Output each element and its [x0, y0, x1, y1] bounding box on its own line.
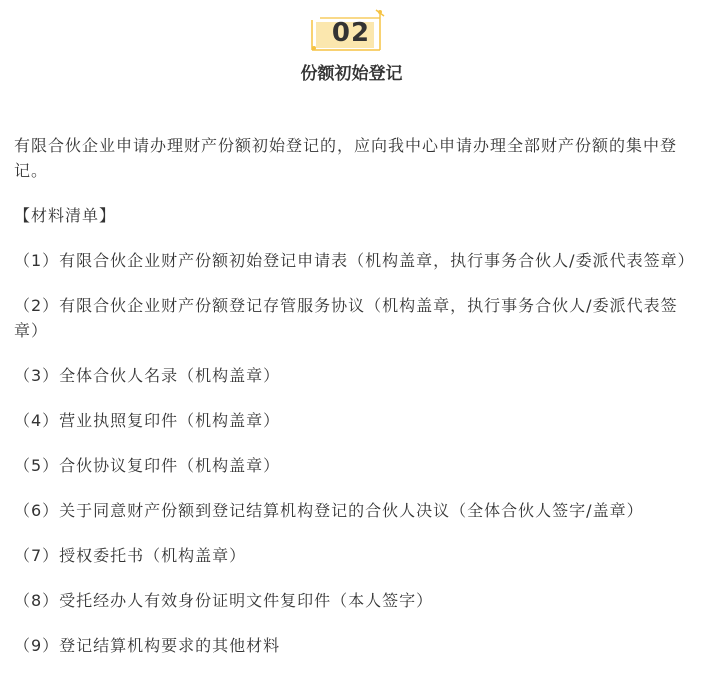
list-item: （3）全体合伙人名录（机构盖章）: [14, 366, 281, 385]
section-title: 份额初始登记: [300, 64, 403, 84]
list-item: （8）受托经办人有效身份证明文件复印件（本人签字）: [14, 591, 434, 610]
list-item: （6）关于同意财产份额到登记结算机构登记的合伙人决议（全体合伙人签字/盖章）: [14, 501, 644, 520]
list-item: （9）登记结算机构要求的其他材料: [14, 636, 281, 655]
section-number-badge: [306, 8, 390, 56]
materials-list-heading: 【材料清单】: [14, 206, 117, 225]
list-item: （5）合伙协议复印件（机构盖章）: [14, 456, 281, 475]
list-item: （2）有限合伙企业财产份额登记存管服务协议（机构盖章，执行事务合伙人/委派代表签章）: [14, 296, 678, 340]
section-number: 02: [331, 18, 371, 48]
list-item: （4）营业执照复印件（机构盖章）: [14, 411, 281, 430]
list-item: （1）有限合伙企业财产份额初始登记申请表（机构盖章，执行事务合伙人/委派代表签章）: [14, 251, 695, 270]
section-header: [0, 0, 703, 100]
document-body: [14, 133, 694, 678]
list-item: （7）授权委托书（机构盖章）: [14, 546, 247, 565]
intro-paragraph: 有限合伙企业申请办理财产份额初始登记的，应向我中心申请办理全部财产份额的集中登记。: [14, 136, 678, 180]
